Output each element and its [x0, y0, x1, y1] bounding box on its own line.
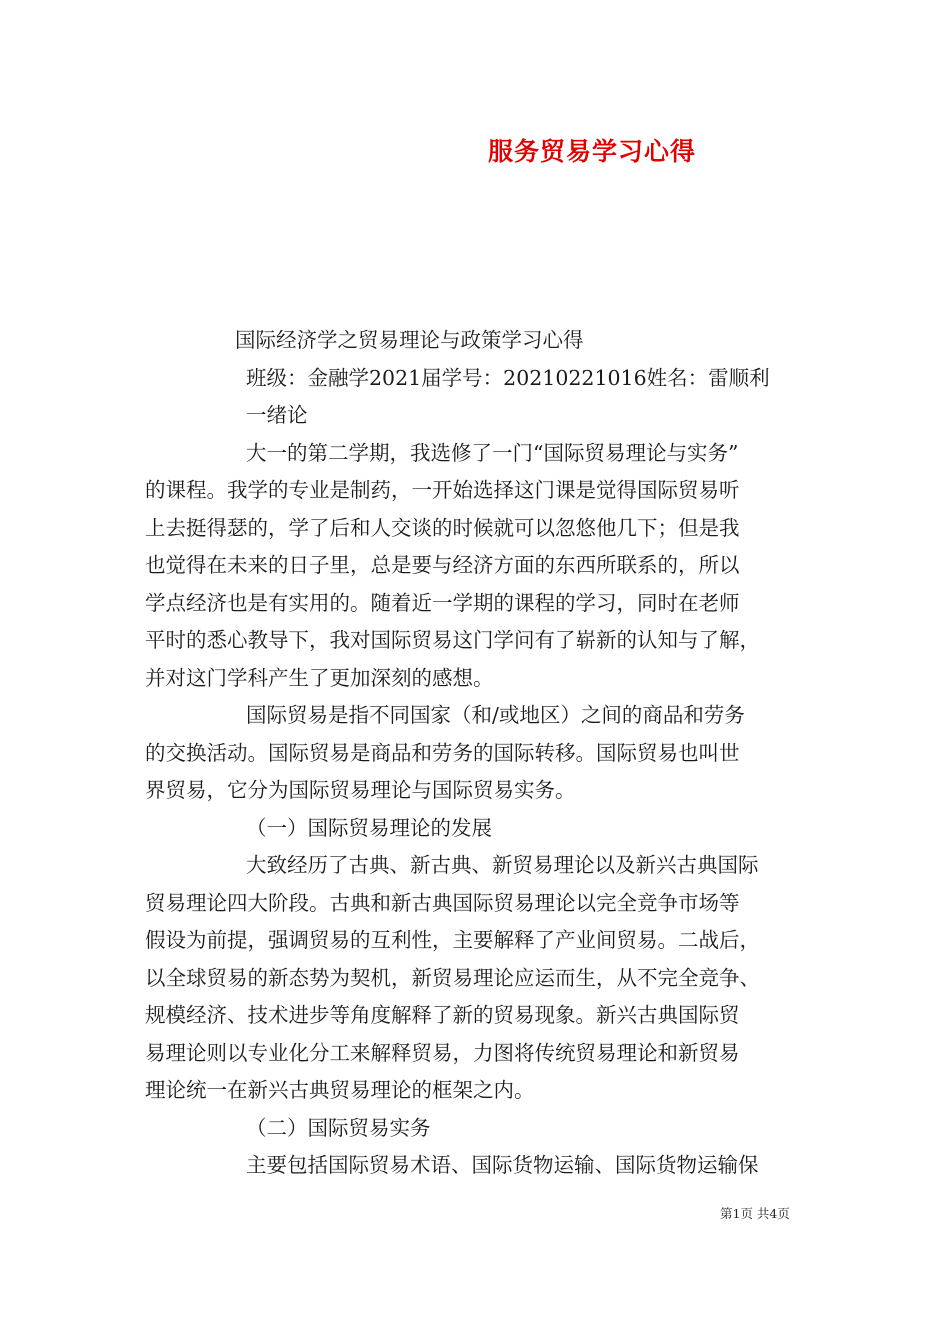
paragraph-line: 假设为前提，强调贸易的互利性，主要解释了产业间贸易。二战后， [145, 928, 760, 952]
student-info-line: 班级：金融学2021届学号：20210221016姓名：雷顺利 [246, 366, 770, 390]
paragraph-line: 易理论则以专业化分工来解释贸易，力图将传统贸易理论和新贸易 [145, 1041, 740, 1065]
paragraph-line: 的交换活动。国际贸易是商品和劳务的国际转移。国际贸易也叫世 [145, 741, 740, 765]
paragraph-line: 上去挺得瑟的，学了后和人交谈的时候就可以忽悠他几下；但是我 [145, 516, 740, 540]
paragraph-line: 贸易理论四大阶段。古典和新古典国际贸易理论以完全竞争市场等 [145, 891, 740, 915]
subsection-heading: （一）国际贸易理论的发展 [246, 816, 492, 840]
paragraph-line: 国际贸易是指不同国家（和/或地区）之间的商品和劳务 [246, 703, 745, 727]
paragraph-line: 的课程。我学的专业是制药，一开始选择这门课是觉得国际贸易听 [145, 478, 740, 502]
paragraph-line: 理论统一在新兴古典贸易理论的框架之内。 [145, 1078, 535, 1102]
section-heading: 一绪论 [246, 403, 308, 427]
paragraph-line: 以全球贸易的新态势为契机，新贸易理论应运而生，从不完全竞争、 [145, 966, 760, 990]
paragraph-line: 大一的第二学期，我选修了一门“国际贸易理论与实务” [246, 441, 739, 465]
page-number: 第1页 共4页 [720, 1206, 790, 1221]
subtitle-line: 国际经济学之贸易理论与政策学习心得 [235, 328, 584, 352]
paragraph-line: 平时的悉心教导下，我对国际贸易这门学问有了崭新的认知与了解， [145, 628, 760, 652]
document-title: 服务贸易学习心得 [488, 137, 697, 166]
paragraph-line: 也觉得在未来的日子里，总是要与经济方面的东西所联系的，所以 [145, 553, 740, 577]
subsection-heading: （二）国际贸易实务 [246, 1116, 431, 1140]
paragraph-line: 主要包括国际贸易术语、国际货物运输、国际货物运输保 [246, 1153, 759, 1177]
paragraph-line: 规模经济、技术进步等角度解释了新的贸易现象。新兴古典国际贸 [145, 1003, 740, 1027]
paragraph-line: 学点经济也是有实用的。随着近一学期的课程的学习，同时在老师 [145, 591, 740, 615]
paragraph-line: 界贸易，它分为国际贸易理论与国际贸易实务。 [145, 778, 576, 802]
paragraph-line: 并对这门学科产生了更加深刻的感想。 [145, 666, 494, 690]
paragraph-line: 大致经历了古典、新古典、新贸易理论以及新兴古典国际 [246, 853, 759, 877]
